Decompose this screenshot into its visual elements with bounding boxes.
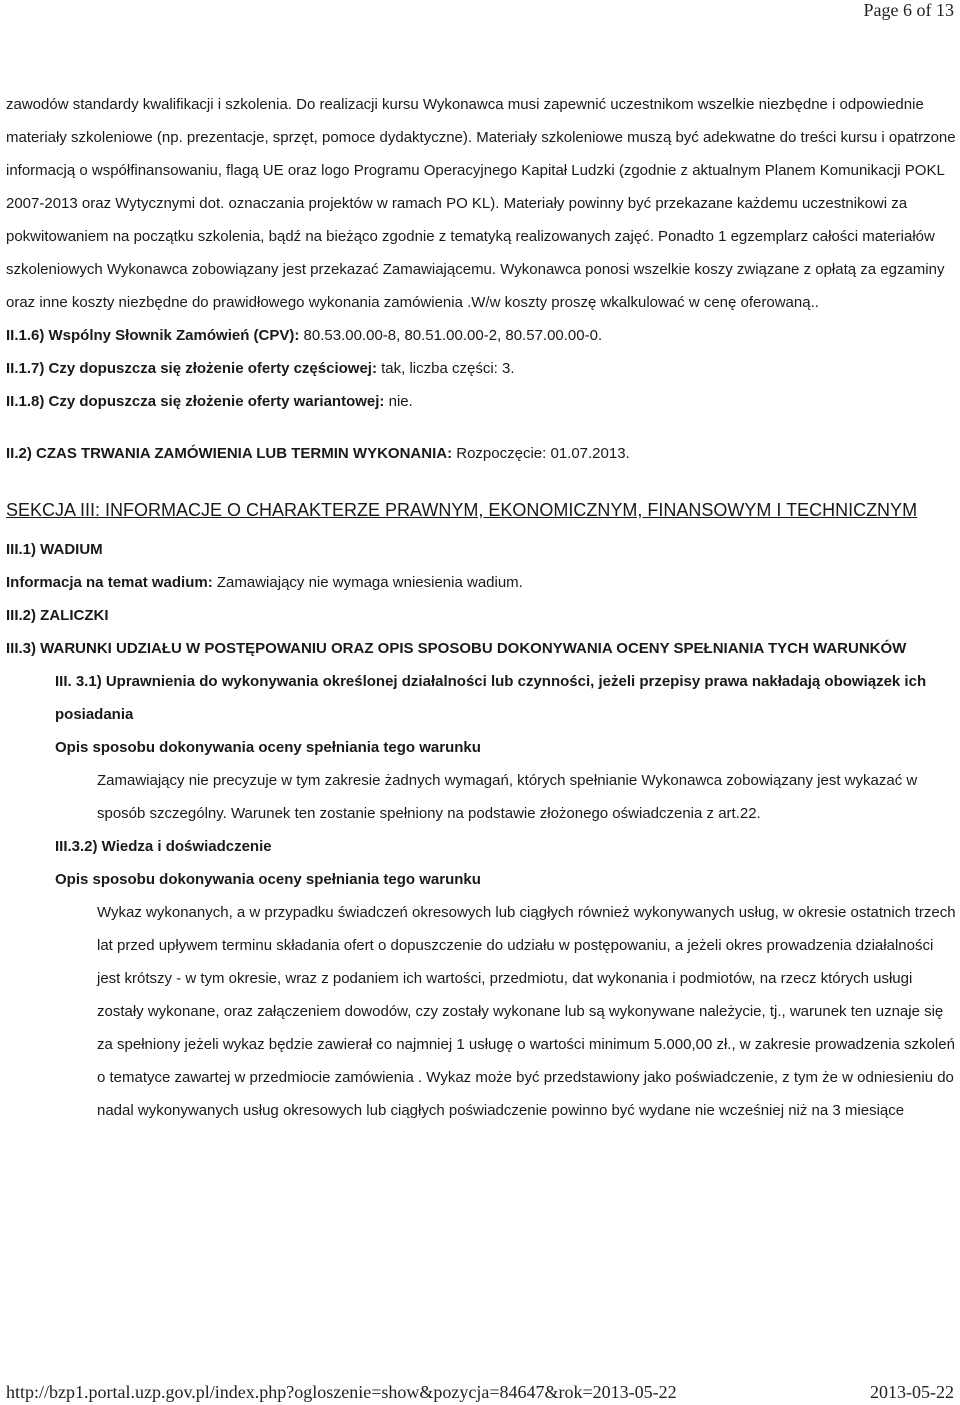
zaliczki-heading: III.2) ZALICZKI bbox=[6, 607, 109, 624]
cpv-value: 80.53.00.00-8, 80.51.00.00-2, 80.57.00.00-0. bbox=[299, 327, 603, 344]
document-body bbox=[6, 88, 956, 1127]
footer-date: 2013-05-22 bbox=[870, 1382, 954, 1402]
duration-line bbox=[6, 437, 956, 470]
spacer bbox=[6, 418, 956, 437]
partial-offer-line bbox=[6, 352, 956, 385]
section-3-heading: SEKCJA III: INFORMACJE O CHARAKTERZE PRAWNYM, EKONOMICZNYM, FINANSOWYM I TECHNICZNYM bbox=[6, 500, 918, 520]
duration-value: Rozpoczęcie: 01.07.2013. bbox=[452, 445, 630, 462]
wadium-line bbox=[6, 566, 956, 599]
variant-offer-line bbox=[6, 385, 956, 418]
opis-text-2: Wykaz wykonanych, a w przypadku świadczeń okresowych lub ciągłych również wykonywanych usług, w okresie ostatnich trzech lat przed upływem terminu składania ofert o dopuszczenie do udziału w postępowaniu, a jeżeli okres prowadzenia działalności jest krótszy - w tym okresie, wraz z podaniem ich wartości, przedmiotu, dat wykonania i podmiotów, na rzecz których usługi zostały wykonane, oraz załączeniem dowodów, czy zostały wykonane lub są wykonywane należycie, tj., warunek ten uznaje się za spełniony jeżeli wykaz będzie zawierał co najmniej 1 usługę o wartości minimum 5.000,00 zł., w zakresie prowadzenia szkoleń o tematyce zawartej w przedmiocie zamówienia . Wykaz może być przedstawiony jako poświadczenie, z tym że w odniesieniu do nadal wykonywanych usług okresowych lub ciągłych poświadczenie powinno być wydane nie wcześniej niż na 3 miesiące bbox=[97, 904, 956, 1119]
variant-offer-label: II.1.8) Czy dopuszcza się złożenie oferty wariantowej: bbox=[6, 393, 385, 410]
footer-url: http://bzp1.portal.uzp.gov.pl/index.php?ogloszenie=show&pozycja=84647&rok=2013-05-22 bbox=[6, 1382, 677, 1402]
page-number: Page 6 of 13 bbox=[863, 0, 954, 20]
variant-offer-value: nie. bbox=[384, 393, 413, 410]
wadium-label: Informacja na temat wadium: bbox=[6, 574, 213, 591]
materials-paragraph: zawodów standardy kwalifikacji i szkolenia. Do realizacji kursu Wykonawca musi zapewnić uczestnikom wszelkie niezbędne i odpowiednie materiały szkoleniowe (np. prezentacje, sprzęt, pomoce dydaktyczne). Materiały szkoleniowe muszą być adekwatne do treści kursu i opatrzone informacją o współfinansowaniu, flagą UE oraz logo Programu Operacyjnego Kapitał Ludzki (zgodnie z aktualnym Planem Komunikacji POKL 2007-2013 oraz Wytycznymi dot. oznaczania projektów w ramach PO KL). Materiały powinny być przekazane każdemu uczestnikowi za pokwitowaniem na początku szkolenia, bądź na bieżąco zgodnie z tematyką realizowanych zajęć. Ponadto 1 egzemplarz całości materiałów szkoleniowych Wykonawca zobowiązany jest przekazać Zamawiającemu. Wykonawca ponosi wszelkie koszy związane z opłatą za egzaminy oraz inne koszty niezbędne do prawidłowego wykonania zamówienia .W/w koszty proszę wkalkulować w cenę oferowaną.. bbox=[6, 96, 956, 311]
opis-heading-2: Opis sposobu dokonywania oceny spełniania tego warunku bbox=[55, 871, 481, 888]
opis-heading-1: Opis sposobu dokonywania oceny spełniania tego warunku bbox=[55, 739, 481, 756]
wiedza-heading: III.3.2) Wiedza i doświadczenie bbox=[55, 838, 272, 855]
cpv-line bbox=[6, 319, 956, 352]
uprawnienia-heading: III. 3.1) Uprawnienia do wykonywania określonej działalności lub czynności, jeżeli przepisy prawa nakładają obowiązek ich posiadania bbox=[55, 673, 927, 723]
wadium-heading: III.1) WADIUM bbox=[6, 541, 103, 558]
duration-label: II.2) CZAS TRWANIA ZAMÓWIENIA LUB TERMIN WYKONANIA: bbox=[6, 445, 453, 462]
opis-text-1: Zamawiający nie precyzuje w tym zakresie żadnych wymagań, których spełnianie Wykonawca zobowiązany jest wykazać w sposób szczególny. Warunek ten zostanie spełniony na podstawie złożonego oświadczenia z art.22. bbox=[97, 772, 918, 822]
partial-offer-value: tak, liczba części: 3. bbox=[376, 360, 515, 377]
warunki-heading: III.3) WARUNKI UDZIAŁU W POSTĘPOWANIU ORAZ OPIS SPOSOBU DOKONYWANIA OCENY SPEŁNIANIA TYCH WARUNKÓW bbox=[6, 640, 907, 657]
cpv-label: II.1.6) Wspólny Słownik Zamówień (CPV): bbox=[6, 327, 300, 344]
wadium-value: Zamawiający nie wymaga wniesienia wadium. bbox=[212, 574, 523, 591]
spacer bbox=[6, 470, 956, 489]
partial-offer-label: II.1.7) Czy dopuszcza się złożenie oferty częściowej: bbox=[6, 360, 377, 377]
